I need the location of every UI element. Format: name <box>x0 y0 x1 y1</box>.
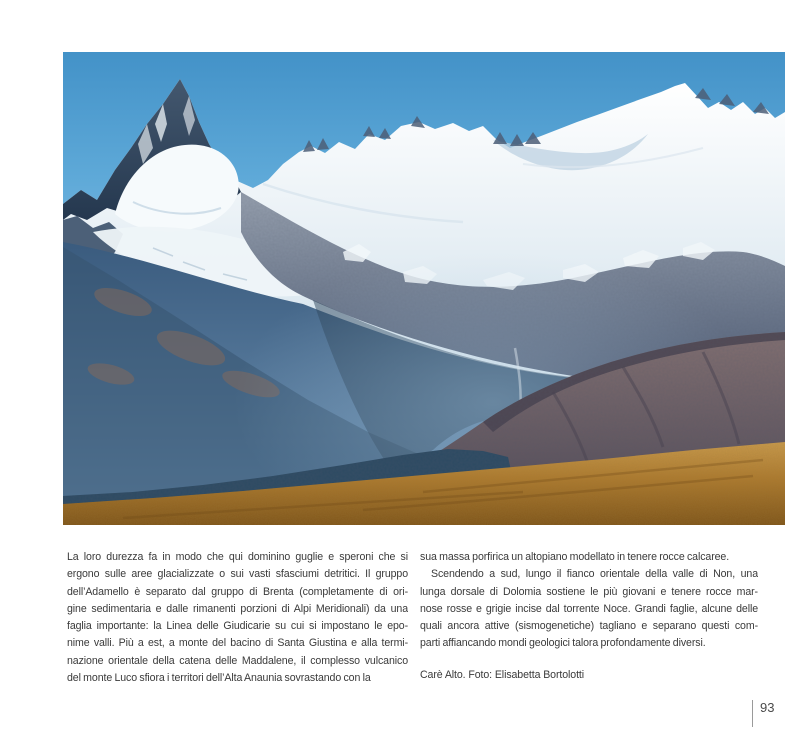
text-line: nazione orientale della catena delle Maddalene, il complesso vulcanico <box>67 654 408 667</box>
body-text-right-column <box>420 549 758 653</box>
text-line: sua massa porfirica un altopiano modellato in tenere rocce calcaree. <box>420 551 730 563</box>
text-line: del monte Luco sfiora i territori dell’Alta Anaunia sovrastando con la <box>67 672 371 685</box>
page-number-area <box>752 700 774 727</box>
text-line: ergono sulle aree glacializzate o sui vasti sfasciumi detritici. Il gruppo <box>67 568 408 581</box>
text-line: nime valli. Più a est, a monte del bacino di Santa Giustina e alla termi- <box>67 637 408 650</box>
text-line: dell’Adamello è separato dal gruppo di Brenta (completamente di ori- <box>67 585 408 598</box>
mountain-photo <box>63 52 785 525</box>
text-line: Scendendo a sud, lungo il fianco orientale della valle di Non, una <box>431 568 758 581</box>
text-line: lunga dorsale di Dolomia sostiene le più giovani e tenere rocce mar- <box>420 585 758 598</box>
text-line: gine sedimentaria e dalle rimanenti porzioni di Alpi Meridionali) da una <box>67 602 408 615</box>
photo-caption: Carè Alto. Foto: Elisabetta Bortolotti <box>420 669 585 681</box>
text-line: La loro durezza fa in modo che qui dominino guglie e speroni che si <box>67 551 408 563</box>
mountain-photo-illustration <box>63 52 785 525</box>
text-line: nose rosse e grigie incise dal torrente Noce. Grandi faglie, alcune delle <box>420 602 758 615</box>
text-line: faglia importante: la Linea delle Giudicarie su cui si impostano le epo- <box>67 620 408 633</box>
folio-rule <box>752 700 753 727</box>
page-number: 93 <box>760 700 775 715</box>
text-line: parti affiancando mondi geologici talora profondamente diversi. <box>420 637 706 650</box>
body-text-left-column <box>67 549 408 687</box>
text-line: quali ancora attive (sismogenetiche) tagliano e separano questi com- <box>420 620 758 633</box>
